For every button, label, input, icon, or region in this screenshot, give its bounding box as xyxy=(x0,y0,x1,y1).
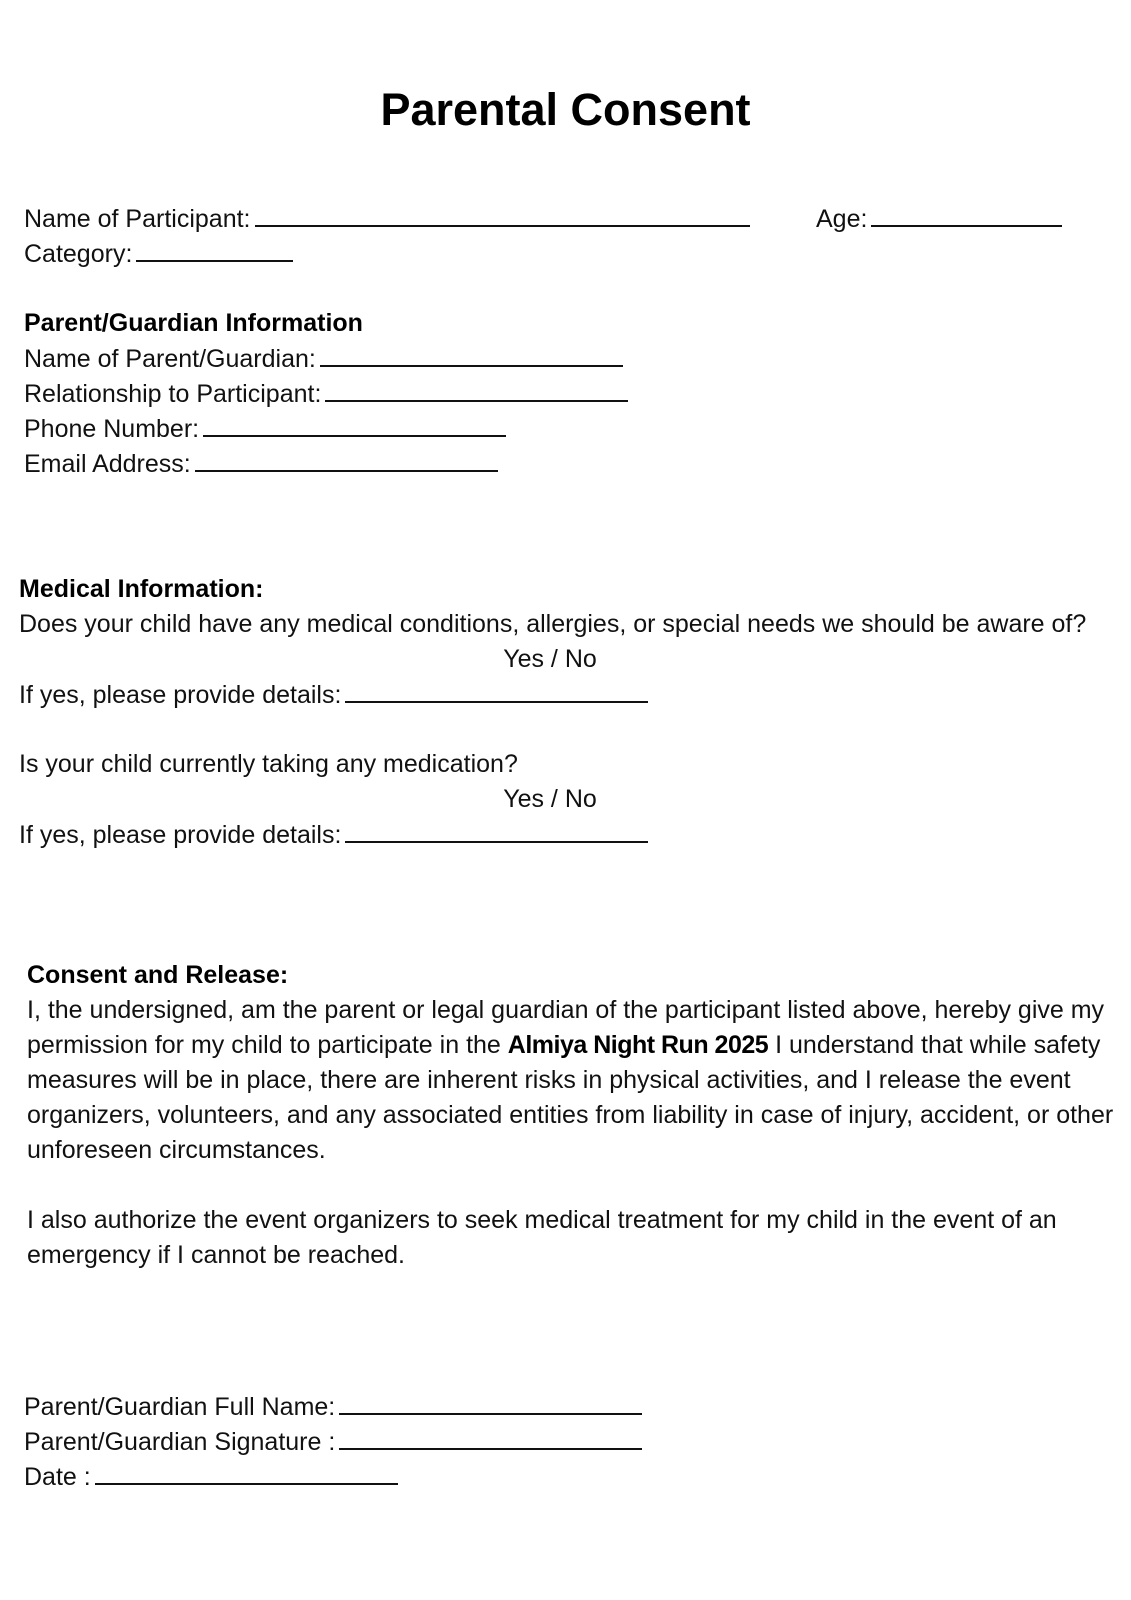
participant-name-field[interactable] xyxy=(255,201,750,227)
phone-label: Phone Number: xyxy=(24,415,200,443)
email-label: Email Address: xyxy=(24,450,191,478)
guardian-name-field[interactable] xyxy=(320,341,623,367)
age-row xyxy=(816,201,1062,237)
medical-question-2: Is your child currently taking any medication? xyxy=(19,750,518,778)
email-field[interactable] xyxy=(195,446,498,472)
page-title: Parental Consent xyxy=(380,84,751,135)
guardian-full-name-label: Parent/Guardian Full Name: xyxy=(24,1393,336,1421)
date-row xyxy=(24,1459,398,1495)
category-label: Category: xyxy=(24,240,133,268)
consent-p1-after: I understand that while safety measures will be in place, there are inherent risks in physical activities, and I release the event organizers, volunteers, and any associated entities from liability in case of injury, accident, or other unforeseen circumstances. xyxy=(27,1031,1114,1164)
consent-heading: Consent and Release: xyxy=(27,961,289,989)
consent-paragraph-1 xyxy=(27,993,1127,1168)
phone-row xyxy=(24,411,506,447)
consent-p1-before: I, the undersigned, am the parent or legal guardian of the participant listed above, hereby give my permission for my child to participate in the xyxy=(27,996,1105,1059)
relationship-label: Relationship to Participant: xyxy=(24,380,322,408)
medical-heading: Medical Information: xyxy=(19,575,264,603)
guardian-full-name-field[interactable] xyxy=(339,1389,642,1415)
guardian-signature-field[interactable] xyxy=(339,1424,642,1450)
guardian-name-row xyxy=(24,341,623,377)
phone-field[interactable] xyxy=(203,411,506,437)
category-row xyxy=(24,236,293,272)
email-row xyxy=(24,446,498,482)
medical-q2-yes-no-options[interactable]: Yes / No xyxy=(503,785,597,813)
event-name: Almiya Night Run 2025 xyxy=(507,1031,769,1059)
medical-q1-details-label: If yes, please provide details: xyxy=(19,681,342,709)
date-field[interactable] xyxy=(95,1459,398,1485)
medical-q1-details-row xyxy=(19,677,648,713)
relationship-row xyxy=(24,376,628,412)
medical-question-1: Does your child have any medical conditions, allergies, or special needs we should be aware of? xyxy=(19,610,1087,638)
consent-paragraph-2: I also authorize the event organizers to seek medical treatment for my child in the event of an emergency if I cannot be reached. xyxy=(27,1206,1057,1269)
participant-name-label: Name of Participant: xyxy=(24,205,251,233)
medical-q2-details-label: If yes, please provide details: xyxy=(19,821,342,849)
age-label: Age: xyxy=(816,205,868,233)
guardian-name-label: Name of Parent/Guardian: xyxy=(24,345,316,373)
medical-q1-details-field[interactable] xyxy=(345,677,648,703)
relationship-field[interactable] xyxy=(325,376,628,402)
guardian-heading: Parent/Guardian Information xyxy=(24,309,363,337)
guardian-signature-label: Parent/Guardian Signature : xyxy=(24,1428,336,1456)
medical-q2-details-row xyxy=(19,817,648,853)
guardian-signature-row xyxy=(24,1424,642,1460)
medical-q1-yes-no-options[interactable]: Yes / No xyxy=(503,645,597,673)
guardian-full-name-row xyxy=(24,1389,642,1425)
age-field[interactable] xyxy=(871,201,1062,227)
participant-name-row xyxy=(24,201,750,237)
category-field[interactable] xyxy=(136,236,293,262)
date-label: Date : xyxy=(24,1463,91,1491)
medical-q2-details-field[interactable] xyxy=(345,817,648,843)
